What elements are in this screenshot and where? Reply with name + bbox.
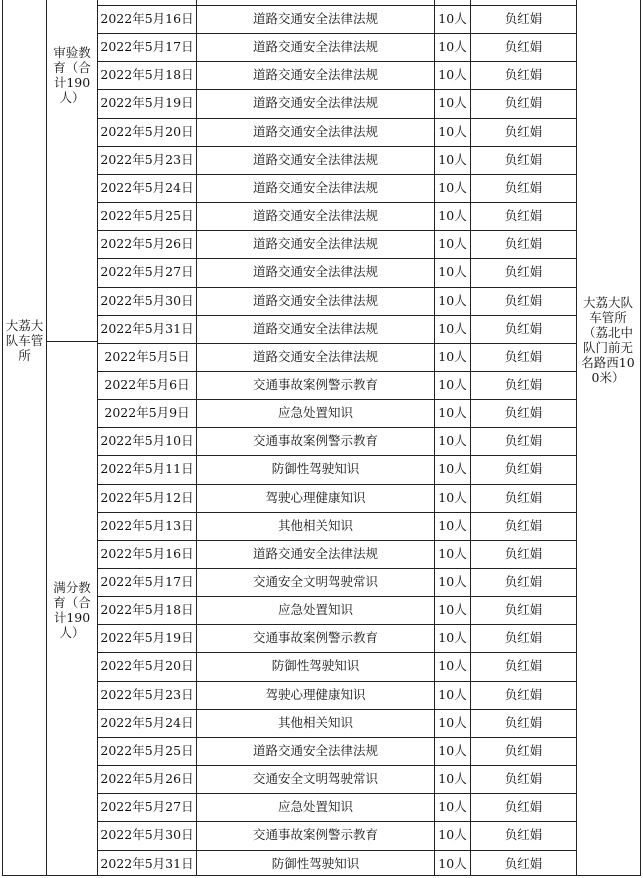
content-cell: 道路交通安全法律法规	[252, 11, 378, 26]
person-cell: 负红娟	[504, 39, 543, 54]
content-cell: 交通安全文明驾驶常识	[252, 771, 378, 786]
person-cell: 负红娟	[504, 574, 543, 589]
table-border-right	[640, 0, 641, 876]
content-cell: 应急处置知识	[277, 405, 353, 420]
content-cell: 道路交通安全法律法规	[252, 321, 378, 336]
count-cell: 10人	[438, 377, 467, 392]
person-cell: 负红娟	[504, 461, 543, 476]
content-cell: 防御性驾驶知识	[271, 856, 360, 871]
content-cell: 应急处置知识	[277, 799, 353, 814]
group-label: 满分教育（合计190人）	[53, 580, 91, 640]
date-cell: 2022年5月16日	[100, 546, 194, 561]
content-cell: 道路交通安全法律法规	[252, 124, 378, 139]
person-cell: 负红娟	[504, 11, 543, 26]
content-cell: 交通事故案例警示教育	[252, 827, 378, 842]
count-cell: 10人	[438, 546, 467, 561]
date-cell: 2022年5月24日	[100, 180, 194, 195]
date-cell: 2022年5月24日	[100, 715, 194, 730]
content-cell: 道路交通安全法律法规	[252, 95, 378, 110]
content-cell: 其他相关知识	[277, 715, 353, 730]
location-cell	[579, 290, 637, 390]
content-cell: 道路交通安全法律法规	[252, 180, 378, 195]
person-cell: 负红娟	[504, 293, 543, 308]
date-cell: 2022年5月23日	[100, 687, 194, 702]
count-cell: 10人	[438, 715, 467, 730]
count-cell: 10人	[438, 208, 467, 223]
content-cell: 驾驶心理健康知识	[265, 687, 366, 702]
group-cell-full-score	[49, 575, 95, 645]
content-cell: 道路交通安全法律法规	[252, 293, 378, 308]
count-cell: 10人	[438, 518, 467, 533]
date-cell: 2022年5月18日	[100, 67, 194, 82]
date-cell: 2022年5月12日	[100, 490, 194, 505]
person-cell: 负红娟	[504, 687, 543, 702]
table-border-left	[2, 0, 3, 876]
date-cell: 2022年5月17日	[100, 39, 194, 54]
content-cell: 交通事故案例警示教育	[252, 377, 378, 392]
content-cell: 交通事故案例警示教育	[252, 630, 378, 645]
unit-cell	[3, 300, 46, 380]
person-cell: 负红娟	[504, 264, 543, 279]
person-cell: 负红娟	[504, 518, 543, 533]
date-cell: 2022年5月31日	[100, 321, 194, 336]
date-cell: 2022年5月13日	[100, 518, 194, 533]
count-cell: 10人	[438, 743, 467, 758]
count-cell: 10人	[438, 293, 467, 308]
person-cell: 负红娟	[504, 630, 543, 645]
person-cell: 负红娟	[504, 321, 543, 336]
person-cell: 负红娟	[504, 771, 543, 786]
count-cell: 10人	[438, 687, 467, 702]
content-cell: 防御性驾驶知识	[271, 658, 360, 673]
date-cell: 2022年5月30日	[100, 827, 194, 842]
person-cell: 负红娟	[504, 208, 543, 223]
person-cell: 负红娟	[504, 490, 543, 505]
count-cell: 10人	[438, 461, 467, 476]
count-cell: 10人	[438, 433, 467, 448]
content-cell: 交通事故案例警示教育	[252, 433, 378, 448]
count-cell: 10人	[438, 152, 467, 167]
count-cell: 10人	[438, 602, 467, 617]
content-cell: 防御性驾驶知识	[271, 461, 360, 476]
date-cell: 2022年5月19日	[100, 630, 194, 645]
person-cell: 负红娟	[504, 856, 543, 871]
person-cell: 负红娟	[504, 67, 543, 82]
count-cell: 10人	[438, 490, 467, 505]
group-cell-review	[49, 40, 95, 110]
count-cell: 10人	[438, 771, 467, 786]
content-cell: 道路交通安全法律法规	[252, 208, 378, 223]
count-cell: 10人	[438, 630, 467, 645]
content-cell: 其他相关知识	[277, 518, 353, 533]
person-cell: 负红娟	[504, 602, 543, 617]
count-cell: 10人	[438, 236, 467, 251]
count-cell: 10人	[438, 405, 467, 420]
date-cell: 2022年5月26日	[100, 236, 194, 251]
content-cell: 道路交通安全法律法规	[252, 546, 378, 561]
count-cell: 10人	[438, 67, 467, 82]
column-divider-person	[576, 0, 577, 876]
date-cell: 2022年5月27日	[100, 264, 194, 279]
person-cell: 负红娟	[504, 715, 543, 730]
content-cell: 道路交通安全法律法规	[252, 264, 378, 279]
date-cell: 2022年5月25日	[100, 208, 194, 223]
date-cell: 2022年5月6日	[104, 377, 190, 392]
count-cell: 10人	[438, 827, 467, 842]
person-cell: 负红娟	[504, 236, 543, 251]
date-cell: 2022年5月20日	[100, 658, 194, 673]
date-cell: 2022年5月9日	[104, 405, 190, 420]
date-cell: 2022年5月26日	[100, 771, 194, 786]
count-cell: 10人	[438, 180, 467, 195]
unit-name: 大荔大队车管所	[5, 317, 44, 363]
person-cell: 负红娟	[504, 743, 543, 758]
count-cell: 10人	[438, 11, 467, 26]
count-cell: 10人	[438, 856, 467, 871]
date-cell: 2022年5月10日	[100, 433, 194, 448]
count-cell: 10人	[438, 574, 467, 589]
person-cell: 负红娟	[504, 546, 543, 561]
person-cell: 负红娟	[504, 95, 543, 110]
date-cell: 2022年5月17日	[100, 574, 194, 589]
content-cell: 道路交通安全法律法规	[252, 67, 378, 82]
location-text: 大荔大队车管所（荔北中队门前无名路西100米）	[581, 295, 635, 385]
count-cell: 10人	[438, 95, 467, 110]
content-cell: 道路交通安全法律法规	[252, 349, 378, 364]
date-cell: 2022年5月25日	[100, 743, 194, 758]
date-cell: 2022年5月19日	[100, 95, 194, 110]
date-cell: 2022年5月23日	[100, 152, 194, 167]
date-cell: 2022年5月18日	[100, 602, 194, 617]
content-cell: 应急处置知识	[277, 602, 353, 617]
content-cell: 道路交通安全法律法规	[252, 236, 378, 251]
count-cell: 10人	[438, 658, 467, 673]
count-cell: 10人	[438, 264, 467, 279]
date-cell: 2022年5月11日	[100, 461, 194, 476]
person-cell: 负红娟	[504, 658, 543, 673]
person-cell: 负红娟	[504, 152, 543, 167]
person-cell: 负红娟	[504, 124, 543, 139]
content-cell: 道路交通安全法律法规	[252, 152, 378, 167]
count-cell: 10人	[438, 799, 467, 814]
person-cell: 负红娟	[504, 349, 543, 364]
person-cell: 负红娟	[504, 433, 543, 448]
content-cell: 交通安全文明驾驶常识	[252, 574, 378, 589]
count-cell: 10人	[438, 349, 467, 364]
date-cell: 2022年5月31日	[100, 856, 194, 871]
person-cell: 负红娟	[504, 827, 543, 842]
content-cell: 道路交通安全法律法规	[252, 39, 378, 54]
person-cell: 负红娟	[504, 180, 543, 195]
content-cell: 驾驶心理健康知识	[265, 490, 366, 505]
date-cell: 2022年5月16日	[100, 11, 194, 26]
content-cell: 道路交通安全法律法规	[252, 743, 378, 758]
column-divider-unit	[46, 0, 47, 876]
date-cell: 2022年5月27日	[100, 799, 194, 814]
group-separator	[46, 341, 98, 342]
date-cell: 2022年5月20日	[100, 124, 194, 139]
count-cell: 10人	[438, 124, 467, 139]
group-label: 审验教育（合计190人）	[53, 45, 91, 105]
count-cell: 10人	[438, 321, 467, 336]
person-cell: 负红娟	[504, 799, 543, 814]
person-cell: 负红娟	[504, 377, 543, 392]
date-cell: 2022年5月30日	[100, 293, 194, 308]
person-cell: 负红娟	[504, 405, 543, 420]
date-cell: 2022年5月5日	[104, 349, 190, 364]
count-cell: 10人	[438, 39, 467, 54]
